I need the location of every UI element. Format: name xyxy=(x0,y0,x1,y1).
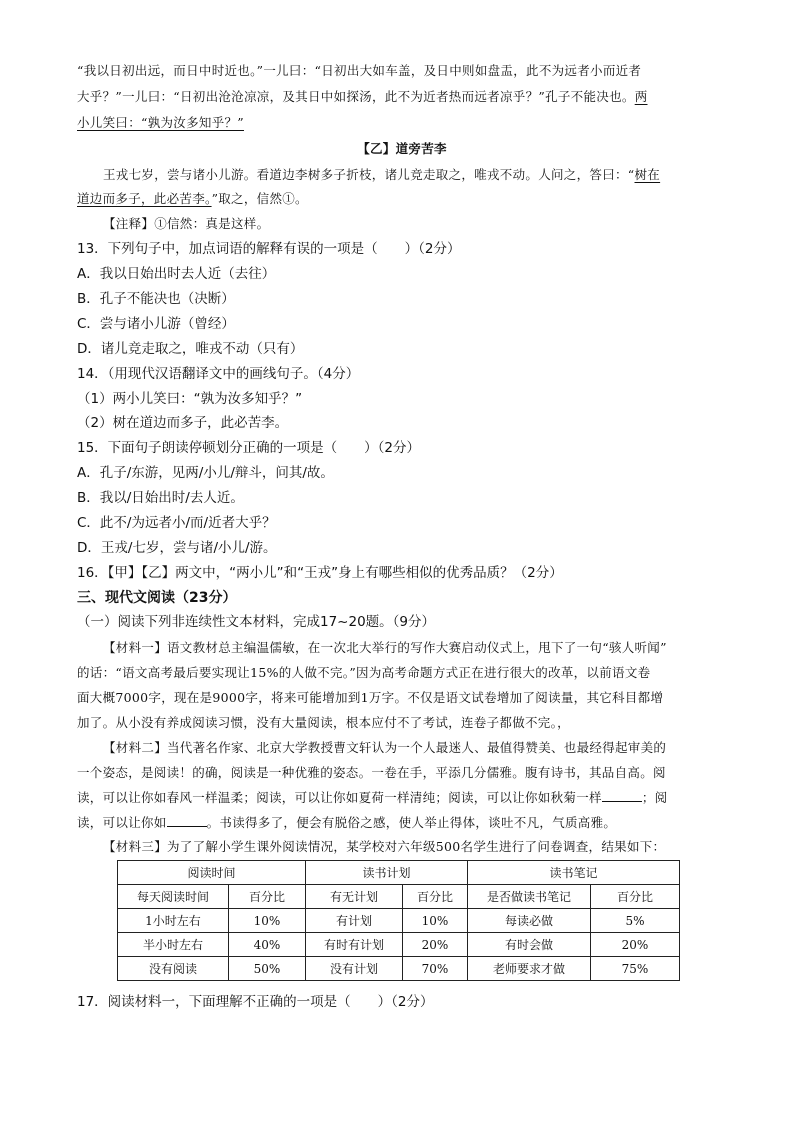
option-c: C．尝与诸小儿游（曾经） xyxy=(77,316,235,332)
table-cell: 10% xyxy=(403,909,468,933)
question-14-1: （1）两小儿笑曰：“孰为汝多知乎？” xyxy=(77,391,303,407)
text-span: 读，可以让你如春风一样温柔；阅读，可以让你如夏荷一样清纯；阅读，可以让你如秋菊一样 xyxy=(77,790,602,805)
table-row xyxy=(118,933,680,957)
table-header-cell: 是否做读书笔记 xyxy=(468,885,591,909)
text-line xyxy=(77,114,727,132)
table-cell: 5% xyxy=(591,909,680,933)
answer-blank[interactable] xyxy=(602,789,642,802)
table-cell: 75% xyxy=(591,957,680,981)
table-group-row xyxy=(118,861,680,885)
table-header-cell: 百分比 xyxy=(229,885,306,909)
section-heading: 三、现代文阅读（23分） xyxy=(77,590,237,606)
text-line: “我以日初出远，而日中时近也。”一儿曰：“日初出大如车盖，及日中则如盘盂，此不为远者小而近者 xyxy=(77,63,642,78)
material-1-line: 加了。从小没有养成阅读习惯，没有大量阅读，根本应付不了考试，连卷子都做不完。， xyxy=(77,715,570,730)
text-line xyxy=(77,190,727,208)
table-cell: 70% xyxy=(403,957,468,981)
table-cell: 20% xyxy=(591,933,680,957)
text-span: ；阅 xyxy=(641,790,668,805)
option-b: B．孔子不能决也（决断） xyxy=(77,291,235,307)
answer-blank[interactable] xyxy=(167,814,207,827)
underlined-text: 道边而多子，此必苦李。 xyxy=(77,191,212,206)
table-header-cell: 每天阅读时间 xyxy=(118,885,229,909)
material-2-line: 一个姿态，是阅读！的确，阅读是一种优雅的姿态。一卷在手，平添几分儒雅。腹有诗书，其品自高。阅 xyxy=(77,765,666,780)
option-d: D．王戎/七岁，尝与诸/小儿/游。 xyxy=(77,540,277,556)
text-span: 大乎？”一儿曰：“日初出沧沧凉凉，及其日中如探汤，此不为近者热而远者凉乎？”孔子不能决也。 xyxy=(77,89,635,104)
table-cell: 50% xyxy=(229,957,306,981)
text-line xyxy=(77,88,727,106)
option-b: B．我以/日始出时/去人近。 xyxy=(77,490,244,506)
table-group-header: 阅读时间 xyxy=(118,861,306,885)
text-span: 读，可以让你如 xyxy=(77,815,167,830)
table-cell: 有时有计划 xyxy=(306,933,403,957)
question-14: 14．（用现代汉语翻译文中的画线句子。（4分） xyxy=(77,366,360,382)
question-14-2: （2）树在道边而多子，此必苦李。 xyxy=(77,415,289,431)
material-1-line: 面大概7000字，现在是9000字，将来可能增加到1万字。不仅是语文试卷增加了阅读量，其它科目都增 xyxy=(77,690,664,705)
underlined-text: 两 xyxy=(634,89,648,104)
material-2-line: 【材料二】当代著名作家、北京大学教授曹文轩认为一个人最迷人、最值得赞美、也最经得起审美的 xyxy=(103,740,667,755)
question-15: 15．下面句子朗读停顿划分正确的一项是（ ）（2分） xyxy=(77,440,421,456)
table-header-cell: 有无计划 xyxy=(306,885,403,909)
subsection-heading: （一）阅读下列非连续性文本材料，完成17~20题。（9分） xyxy=(77,614,436,630)
table-header-cell: 百分比 xyxy=(591,885,680,909)
table-row xyxy=(118,909,680,933)
table-cell: 有时会做 xyxy=(468,933,591,957)
table-header-row xyxy=(118,885,680,909)
table-cell: 40% xyxy=(229,933,306,957)
note-line: 【注释】①信然：真是这样。 xyxy=(103,216,270,231)
option-a: A．我以日始出时去人近（去往） xyxy=(77,266,276,282)
table-header-cell: 百分比 xyxy=(403,885,468,909)
underlined-text: 树在 xyxy=(634,167,661,182)
material-1-line: 【材料一】语文教材总主编温儒敏，在一次北大举行的写作大赛启动仪式上，甩下了一句“骇人听闻” xyxy=(103,640,667,655)
text-span: ”取之，信然①。 xyxy=(211,191,308,206)
option-d: D．诸儿竞走取之，唯戎不动（只有） xyxy=(77,341,304,357)
underlined-text: 小儿笑曰：“孰为汝多知乎？” xyxy=(77,115,244,130)
section-title-b: 【乙】道旁苦李 xyxy=(357,141,447,156)
option-c: C．此不/为远者小/而/近者大乎？ xyxy=(77,515,276,531)
material-2-line xyxy=(77,789,727,807)
question-16: 16．【甲】【乙】两文中，“两小儿”和“王戎”身上有哪些相似的优秀品质？（2分） xyxy=(77,565,563,581)
table-group-header: 读书计划 xyxy=(306,861,468,885)
table-cell: 没有计划 xyxy=(306,957,403,981)
material-1-line: 的话：“语文高考最后要实现让15%的人做不完。”因为高考命题方式正在进行很大的改革，以前语文卷 xyxy=(77,665,651,680)
table-row xyxy=(118,957,680,981)
text-span: 。书读得多了，便会有脱俗之感，使人举止得体，谈吐不凡，气质高雅。 xyxy=(206,815,617,830)
survey-table xyxy=(117,860,680,981)
table-cell: 有计划 xyxy=(306,909,403,933)
option-a: A．孔子/东游，见两/小儿/辩斗，问其/故。 xyxy=(77,465,334,481)
text-span: 王戎七岁，尝与诸小儿游。看道边李树多子折枝，诸儿竞走取之，唯戎不动。人问之，答曰：“ xyxy=(103,167,635,182)
table-cell: 没有阅读 xyxy=(118,957,229,981)
table-cell: 半小时左右 xyxy=(118,933,229,957)
table-cell: 10% xyxy=(229,909,306,933)
question-17: 17．阅读材料一，下面理解不正确的一项是（ ）（2分） xyxy=(77,994,434,1010)
question-13: 13．下列句子中，加点词语的解释有误的一项是（ ）（2分） xyxy=(77,241,461,257)
text-line xyxy=(103,166,727,184)
table-group-header: 读书笔记 xyxy=(468,861,680,885)
material-3-line: 【材料三】为了了解小学生课外阅读情况，某学校对六年级500名学生进行了问卷调查，结果如下： xyxy=(103,839,666,854)
table-cell: 1小时左右 xyxy=(118,909,229,933)
table-cell: 20% xyxy=(403,933,468,957)
table-cell: 老师要求才做 xyxy=(468,957,591,981)
material-2-line xyxy=(77,814,727,832)
table-cell: 每读必做 xyxy=(468,909,591,933)
